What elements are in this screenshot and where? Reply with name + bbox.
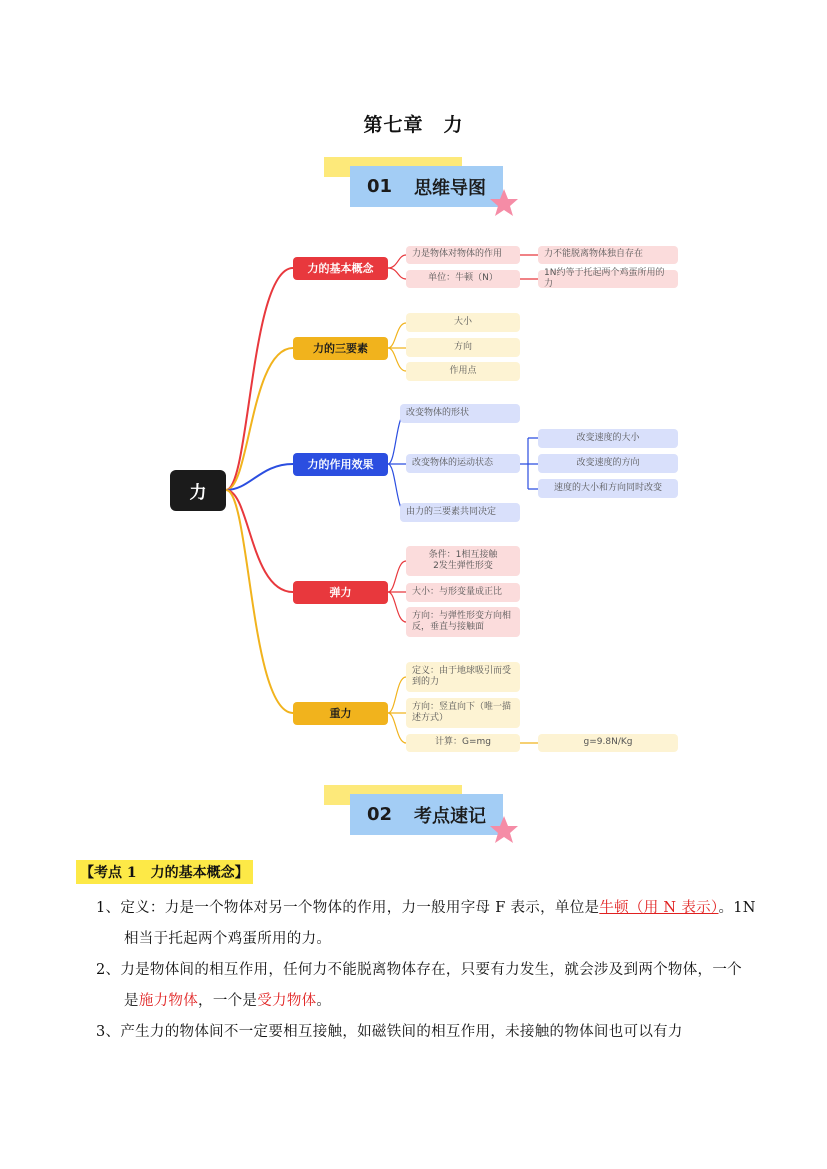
node-gravity: 重力 — [293, 702, 388, 725]
node-speed-direction: 改变速度的方向 — [538, 454, 678, 473]
node-force-unit: 单位：牛顿（N） — [406, 270, 520, 288]
paragraph-3 — [96, 1017, 756, 1048]
node-effects: 力的作用效果 — [293, 453, 388, 476]
p1-text: 1、定义：力是一个物体对另一个物体的作用，力一般用字母 F 表示，单位是 — [96, 900, 600, 916]
star-icon — [489, 815, 519, 845]
p2-highlight-2: 受力物体 — [257, 993, 317, 1009]
node-speed-both: 速度的大小和方向同时改变 — [538, 479, 678, 498]
keypoint-body — [96, 893, 756, 1048]
node-elastic-magnitude: 大小：与形变量成正比 — [406, 583, 520, 602]
section-label: 考点速记 — [414, 805, 487, 827]
node-direction: 方向 — [406, 338, 520, 357]
node-1n-eggs: 1N约等于托起两个鸡蛋所用的力 — [538, 270, 678, 288]
paragraph-2 — [96, 955, 756, 1017]
node-basic-concept: 力的基本概念 — [293, 257, 388, 280]
p1-tail: 。1N 相当于托起两个鸡蛋所用的力。 — [124, 900, 756, 947]
section-number: 02 — [366, 804, 393, 825]
node-gravity-direction: 方向：竖直向下（唯一描述方式） — [406, 698, 520, 728]
section-number: 01 — [366, 176, 393, 197]
node-change-motion: 改变物体的运动状态 — [406, 454, 520, 473]
p2-tail: 。 — [316, 993, 332, 1009]
node-magnitude: 大小 — [406, 313, 520, 332]
p1-highlight: 牛顿（用 N 表示） — [599, 900, 719, 916]
p2-text: 2、力是物体间的相互作用，任何力不能脱离物体存在，只要有力发生，就会涉及到两个物体，一个是 — [96, 962, 742, 1009]
node-decided-by-elements: 由力的三要素共同决定 — [400, 503, 520, 522]
node-change-shape: 改变物体的形状 — [400, 404, 520, 423]
paragraph-1 — [96, 893, 756, 955]
page-title: 第七章 力 — [363, 114, 464, 136]
node-gravity-calc: 计算：G=mg — [406, 734, 520, 752]
node-g-value: g=9.8N/Kg — [538, 734, 678, 752]
p2-highlight-1: 施力物体 — [138, 993, 199, 1009]
node-force-definition: 力是物体对物体的作用 — [406, 246, 520, 264]
node-elastic-force: 弹力 — [293, 581, 388, 604]
node-point: 作用点 — [406, 362, 520, 381]
mindmap-root: 力 — [170, 470, 226, 511]
section-banner-keypoints — [350, 794, 503, 835]
p2-text-2: ，一个是 — [198, 993, 258, 1009]
section-label: 思维导图 — [414, 177, 487, 199]
p3-text: 3、产生力的物体间不一定要相互接触，如磁铁间的相互作用，未接触的物体间也可以有力 — [96, 1024, 683, 1040]
node-gravity-definition: 定义：由于地球吸引而受到的力 — [406, 662, 520, 692]
node-elastic-condition: 条件：1相互接触 2发生弹性形变 — [406, 546, 520, 576]
node-speed-size: 改变速度的大小 — [538, 429, 678, 448]
node-elastic-direction: 方向：与弹性形变方向相反，垂直与接触面 — [406, 607, 520, 637]
node-three-elements: 力的三要素 — [293, 337, 388, 360]
node-force-not-independent: 力不能脱离物体独自存在 — [538, 246, 678, 264]
keypoint-tag: 【考点 1 力的基本概念】 — [76, 860, 253, 884]
